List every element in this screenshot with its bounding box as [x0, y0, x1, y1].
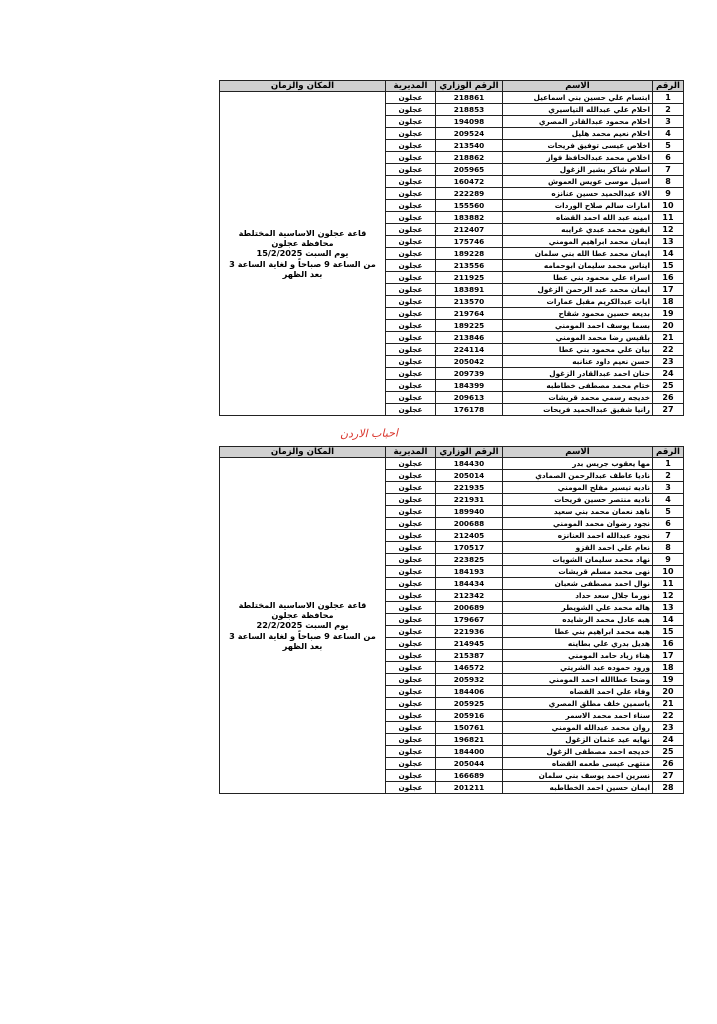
- row-name: احلام نعيم محمد هليل: [503, 128, 653, 140]
- row-ministry-id: 194098: [436, 116, 503, 128]
- row-directorate: عجلون: [386, 128, 436, 140]
- row-directorate: عجلون: [386, 260, 436, 272]
- row-ministry-id: 223825: [436, 554, 503, 566]
- row-directorate: عجلون: [386, 152, 436, 164]
- row-number: 10: [653, 200, 684, 212]
- row-ministry-id: 221935: [436, 482, 503, 494]
- row-ministry-id: 224114: [436, 344, 503, 356]
- row-number: 3: [653, 482, 684, 494]
- row-number: 13: [653, 602, 684, 614]
- row-ministry-id: 176178: [436, 404, 503, 416]
- row-ministry-id: 209524: [436, 128, 503, 140]
- place-date: يوم السبت 22/2/2025: [256, 620, 349, 631]
- row-number: 5: [653, 140, 684, 152]
- place-hall-name: قاعة عجلون الاساسية المختلطة: [238, 227, 367, 238]
- row-name: رانيا شفيق عبدالحميد فريحات: [503, 404, 653, 416]
- row-number: 14: [653, 614, 684, 626]
- row-directorate: عجلون: [386, 542, 436, 554]
- row-ministry-id: 183882: [436, 212, 503, 224]
- row-name: ايفون محمد عبدي غرايبه: [503, 224, 653, 236]
- row-directorate: عجلون: [386, 506, 436, 518]
- row-number: 16: [653, 638, 684, 650]
- header-place-time: المكان والزمان: [220, 81, 386, 92]
- row-directorate: عجلون: [386, 638, 436, 650]
- place-time-cell: [220, 92, 386, 416]
- table-row: [220, 92, 684, 104]
- row-ministry-id: 183891: [436, 284, 503, 296]
- row-ministry-id: 201211: [436, 782, 503, 794]
- row-ministry-id: 196821: [436, 734, 503, 746]
- row-number: 6: [653, 518, 684, 530]
- row-number: 25: [653, 380, 684, 392]
- row-directorate: عجلون: [386, 650, 436, 662]
- header-num: الرقم: [653, 81, 684, 92]
- row-number: 12: [653, 590, 684, 602]
- row-directorate: عجلون: [386, 248, 436, 260]
- row-name: ايمان محمد عبد الرحمن الزغول: [503, 284, 653, 296]
- row-number: 2: [653, 470, 684, 482]
- row-directorate: عجلون: [386, 356, 436, 368]
- row-number: 20: [653, 320, 684, 332]
- row-name: ناديه تيسير مفلح المومني: [503, 482, 653, 494]
- row-number: 4: [653, 494, 684, 506]
- row-number: 22: [653, 344, 684, 356]
- row-number: 2: [653, 104, 684, 116]
- row-ministry-id: 160472: [436, 176, 503, 188]
- row-name: خديجه رسمي محمد قريشات: [503, 392, 653, 404]
- row-ministry-id: 213570: [436, 296, 503, 308]
- row-number: 17: [653, 650, 684, 662]
- row-ministry-id: 205042: [436, 356, 503, 368]
- row-number: 11: [653, 212, 684, 224]
- row-number: 21: [653, 698, 684, 710]
- row-name: الاء عبدالحميد حسين عنانزه: [503, 188, 653, 200]
- row-ministry-id: 218853: [436, 104, 503, 116]
- row-number: 19: [653, 674, 684, 686]
- header-num: الرقم: [653, 447, 684, 458]
- row-name: اسيل موسى عويس العموش: [503, 176, 653, 188]
- row-name: روان محمد عبدالله المومني: [503, 722, 653, 734]
- row-ministry-id: 222289: [436, 188, 503, 200]
- row-ministry-id: 221936: [436, 626, 503, 638]
- row-name: نهى محمد مسلم قريشات: [503, 566, 653, 578]
- row-directorate: عجلون: [386, 320, 436, 332]
- row-name: نعام علي احمد القزو: [503, 542, 653, 554]
- row-name: حسن نعيم داود عنانبه: [503, 356, 653, 368]
- row-directorate: عجلون: [386, 380, 436, 392]
- row-ministry-id: 200689: [436, 602, 503, 614]
- row-number: 25: [653, 746, 684, 758]
- row-number: 23: [653, 356, 684, 368]
- row-directorate: عجلون: [386, 272, 436, 284]
- header-name: الاسم: [503, 81, 653, 92]
- header-directorate: المديرية: [386, 81, 436, 92]
- row-ministry-id: 205965: [436, 164, 503, 176]
- row-number: 11: [653, 578, 684, 590]
- row-name: هناء زياد حامد المومني: [503, 650, 653, 662]
- row-number: 27: [653, 404, 684, 416]
- row-name: منتهى عيسى طعمه القضاه: [503, 758, 653, 770]
- row-directorate: عجلون: [386, 224, 436, 236]
- row-ministry-id: 205916: [436, 710, 503, 722]
- row-ministry-id: 189225: [436, 320, 503, 332]
- exam-table-2: [219, 446, 684, 794]
- row-directorate: عجلون: [386, 602, 436, 614]
- row-number: 4: [653, 128, 684, 140]
- row-name: بلقيس رضا محمد المومني: [503, 332, 653, 344]
- row-ministry-id: 184406: [436, 686, 503, 698]
- row-ministry-id: 205925: [436, 698, 503, 710]
- row-ministry-id: 184400: [436, 746, 503, 758]
- row-ministry-id: 184193: [436, 566, 503, 578]
- row-directorate: عجلون: [386, 368, 436, 380]
- row-directorate: عجلون: [386, 482, 436, 494]
- row-directorate: عجلون: [386, 116, 436, 128]
- row-ministry-id: 213540: [436, 140, 503, 152]
- row-directorate: عجلون: [386, 344, 436, 356]
- row-directorate: عجلون: [386, 458, 436, 470]
- row-number: 20: [653, 686, 684, 698]
- row-number: 16: [653, 272, 684, 284]
- row-ministry-id: 211925: [436, 272, 503, 284]
- row-name: نهايه عيد عثمان الزغول: [503, 734, 653, 746]
- place-governorate: محافظة عجلون: [271, 238, 334, 249]
- row-name: احلام محمود عبدالقادر المصري: [503, 116, 653, 128]
- row-ministry-id: 205044: [436, 758, 503, 770]
- row-ministry-id: 212405: [436, 530, 503, 542]
- row-directorate: عجلون: [386, 530, 436, 542]
- row-number: 18: [653, 662, 684, 674]
- place-hours: من الساعة 9 صباحاً و لغاية الساعة 3 بعد الظهر: [229, 630, 376, 651]
- row-directorate: عجلون: [386, 392, 436, 404]
- row-name: نورما جلال سعد حداد: [503, 590, 653, 602]
- row-directorate: عجلون: [386, 212, 436, 224]
- row-name: ايمان محمد عطا الله بني سلمان: [503, 248, 653, 260]
- row-number: 26: [653, 392, 684, 404]
- header-ministry-id: الرقم الوزاري: [436, 81, 503, 92]
- row-directorate: عجلون: [386, 554, 436, 566]
- row-name: ختام محمد مصطفى خطاطبه: [503, 380, 653, 392]
- header-name: الاسم: [503, 447, 653, 458]
- row-name: نهاد محمد سليمان الشويات: [503, 554, 653, 566]
- row-name: سناء احمد محمد الاسمر: [503, 710, 653, 722]
- row-ministry-id: 189228: [436, 248, 503, 260]
- row-number: 23: [653, 722, 684, 734]
- row-number: 13: [653, 236, 684, 248]
- row-name: بيان علي محمود بني عطا: [503, 344, 653, 356]
- row-ministry-id: 218861: [436, 92, 503, 104]
- row-number: 9: [653, 188, 684, 200]
- row-directorate: عجلون: [386, 164, 436, 176]
- place-time-cell: [220, 458, 386, 794]
- row-name: اسلام شاكر بشير الزغول: [503, 164, 653, 176]
- row-name: وفاء علي احمد القضاه: [503, 686, 653, 698]
- row-directorate: عجلون: [386, 494, 436, 506]
- row-name: ناهد نعمان محمد بني سعيد: [503, 506, 653, 518]
- row-number: 5: [653, 506, 684, 518]
- row-number: 24: [653, 734, 684, 746]
- place-hall-name: قاعة عجلون الاساسية المختلطة: [238, 599, 367, 610]
- row-directorate: عجلون: [386, 236, 436, 248]
- row-ministry-id: 170517: [436, 542, 503, 554]
- row-directorate: عجلون: [386, 722, 436, 734]
- row-number: 6: [653, 152, 684, 164]
- header-ministry-id: الرقم الوزاري: [436, 447, 503, 458]
- row-number: 15: [653, 626, 684, 638]
- row-ministry-id: 212407: [436, 224, 503, 236]
- row-ministry-id: 166689: [436, 770, 503, 782]
- row-ministry-id: 146572: [436, 662, 503, 674]
- row-name: امارات سالم صلاح الوردات: [503, 200, 653, 212]
- row-name: احلام علي عبدالله التياسيري: [503, 104, 653, 116]
- row-directorate: عجلون: [386, 200, 436, 212]
- row-name: اخلاص عيسى توفيق فريحات: [503, 140, 653, 152]
- row-number: 7: [653, 530, 684, 542]
- row-ministry-id: 184434: [436, 578, 503, 590]
- row-directorate: عجلون: [386, 296, 436, 308]
- row-ministry-id: 155560: [436, 200, 503, 212]
- row-number: 8: [653, 176, 684, 188]
- place-governorate: محافظة عجلون: [271, 610, 334, 621]
- row-name: هديل بدري علي بطاينه: [503, 638, 653, 650]
- row-number: 3: [653, 116, 684, 128]
- row-ministry-id: 209613: [436, 392, 503, 404]
- row-directorate: عجلون: [386, 782, 436, 794]
- row-name: نجود رضوان محمد المومني: [503, 518, 653, 530]
- stamp-text: احباب الاردن: [339, 426, 399, 441]
- row-number: 9: [653, 554, 684, 566]
- row-name: ورود حموده عبد الشريتي: [503, 662, 653, 674]
- row-directorate: عجلون: [386, 686, 436, 698]
- row-name: ايناس محمد سليمان ابوحمامه: [503, 260, 653, 272]
- header-place-time: المكان والزمان: [220, 447, 386, 458]
- row-name: نوال احمد مصطفى شعبان: [503, 578, 653, 590]
- row-name: هبه عادل محمد الرشايده: [503, 614, 653, 626]
- header-directorate: المديرية: [386, 447, 436, 458]
- row-name: ناديه منتصر حسين فريحات: [503, 494, 653, 506]
- row-directorate: عجلون: [386, 188, 436, 200]
- row-ministry-id: 179667: [436, 614, 503, 626]
- row-name: ايمان حسين احمد الخطاطبه: [503, 782, 653, 794]
- row-number: 7: [653, 164, 684, 176]
- row-name: ايات عبدالكريم مقبل عمارات: [503, 296, 653, 308]
- row-ministry-id: 205932: [436, 674, 503, 686]
- row-directorate: عجلون: [386, 578, 436, 590]
- row-name: بديعه حسين محمود شقاح: [503, 308, 653, 320]
- row-directorate: عجلون: [386, 470, 436, 482]
- row-number: 27: [653, 770, 684, 782]
- row-name: اخلاص محمد عبدالحافظ فواز: [503, 152, 653, 164]
- row-number: 21: [653, 332, 684, 344]
- place-date: يوم السبت 15/2/2025: [256, 248, 349, 259]
- row-directorate: عجلون: [386, 92, 436, 104]
- row-directorate: عجلون: [386, 626, 436, 638]
- row-directorate: عجلون: [386, 308, 436, 320]
- exam-table-1: [219, 80, 684, 416]
- row-name: ناديا عاطف عبدالرحمن الصمادي: [503, 470, 653, 482]
- row-directorate: عجلون: [386, 404, 436, 416]
- row-number: 26: [653, 758, 684, 770]
- row-directorate: عجلون: [386, 104, 436, 116]
- row-ministry-id: 189940: [436, 506, 503, 518]
- row-number: 14: [653, 248, 684, 260]
- row-ministry-id: 213846: [436, 332, 503, 344]
- row-ministry-id: 209739: [436, 368, 503, 380]
- row-number: 12: [653, 224, 684, 236]
- row-number: 19: [653, 308, 684, 320]
- row-directorate: عجلون: [386, 590, 436, 602]
- row-ministry-id: 175746: [436, 236, 503, 248]
- row-name: نجود عبدالله احمد العنانزه: [503, 530, 653, 542]
- row-name: ايمان محمد ابراهيم المومني: [503, 236, 653, 248]
- row-directorate: عجلون: [386, 710, 436, 722]
- row-name: ابتسام علي حسين بني اسماعيل: [503, 92, 653, 104]
- row-directorate: عجلون: [386, 734, 436, 746]
- row-name: بسما يوسف احمد المومني: [503, 320, 653, 332]
- row-ministry-id: 150761: [436, 722, 503, 734]
- row-name: مها يعقوب جريس بدر: [503, 458, 653, 470]
- row-number: 15: [653, 260, 684, 272]
- row-ministry-id: 221931: [436, 494, 503, 506]
- row-number: 1: [653, 92, 684, 104]
- place-hours: من الساعة 9 صباحاً و لغاية الساعة 3 بعد الظهر: [229, 258, 376, 279]
- row-directorate: عجلون: [386, 140, 436, 152]
- row-ministry-id: 184399: [436, 380, 503, 392]
- row-name: امينه عبد الله احمد القضاه: [503, 212, 653, 224]
- row-directorate: عجلون: [386, 674, 436, 686]
- row-number: 28: [653, 782, 684, 794]
- table-row: [220, 458, 684, 470]
- row-directorate: عجلون: [386, 662, 436, 674]
- row-name: وضحا عطاالله احمد المومني: [503, 674, 653, 686]
- row-ministry-id: 205014: [436, 470, 503, 482]
- row-directorate: عجلون: [386, 332, 436, 344]
- row-number: 18: [653, 296, 684, 308]
- row-directorate: عجلون: [386, 698, 436, 710]
- row-number: 8: [653, 542, 684, 554]
- row-name: نسرين احمد يوسف بني سلمان: [503, 770, 653, 782]
- row-ministry-id: 212342: [436, 590, 503, 602]
- row-name: خديجه احمد مصطفى الزغول: [503, 746, 653, 758]
- row-ministry-id: 215387: [436, 650, 503, 662]
- row-number: 17: [653, 284, 684, 296]
- row-directorate: عجلون: [386, 176, 436, 188]
- row-name: حنان احمد عبدالقادر الزغول: [503, 368, 653, 380]
- row-directorate: عجلون: [386, 566, 436, 578]
- row-name: هبه محمد ابراهيم بني عطا: [503, 626, 653, 638]
- row-number: 24: [653, 368, 684, 380]
- row-ministry-id: 218862: [436, 152, 503, 164]
- row-name: ياسمين خلف مطلق المصري: [503, 698, 653, 710]
- row-directorate: عجلون: [386, 614, 436, 626]
- row-name: اسراء علي محمود بني عطا: [503, 272, 653, 284]
- row-ministry-id: 200688: [436, 518, 503, 530]
- row-ministry-id: 214945: [436, 638, 503, 650]
- row-number: 10: [653, 566, 684, 578]
- row-ministry-id: 213556: [436, 260, 503, 272]
- row-directorate: عجلون: [386, 518, 436, 530]
- row-directorate: عجلون: [386, 758, 436, 770]
- row-directorate: عجلون: [386, 284, 436, 296]
- row-directorate: عجلون: [386, 770, 436, 782]
- row-number: 22: [653, 710, 684, 722]
- row-directorate: عجلون: [386, 746, 436, 758]
- row-number: 1: [653, 458, 684, 470]
- row-ministry-id: 184430: [436, 458, 503, 470]
- row-ministry-id: 219764: [436, 308, 503, 320]
- row-name: هاله محمد علي الشويطر: [503, 602, 653, 614]
